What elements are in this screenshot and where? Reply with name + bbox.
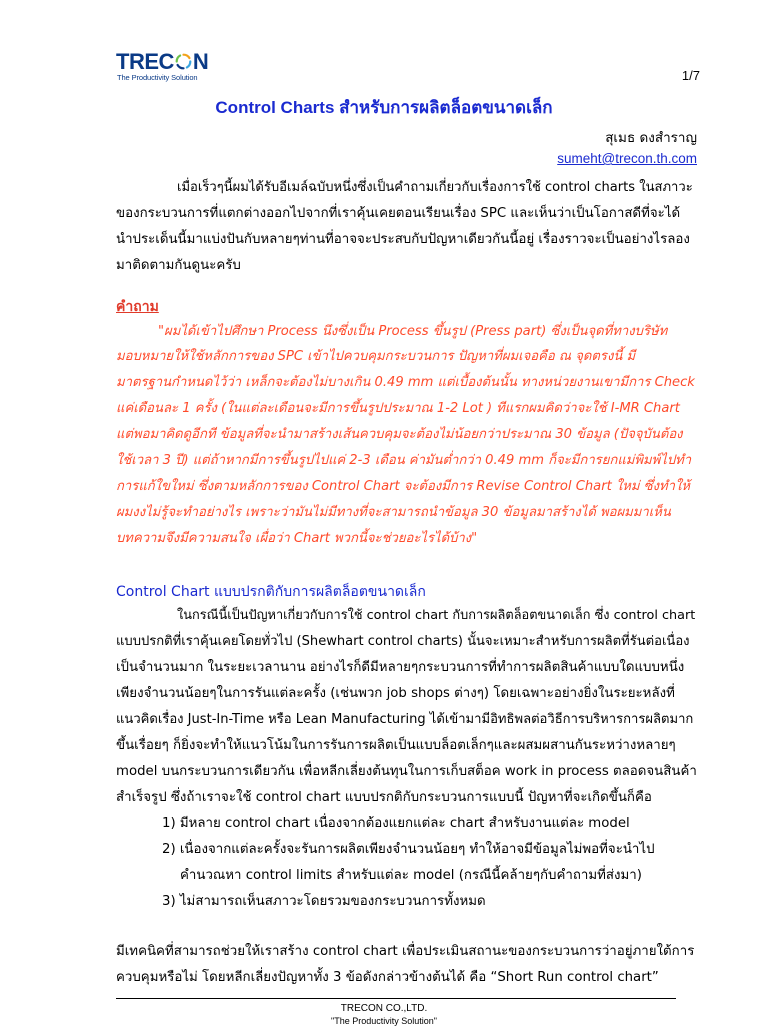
- question-line: มอบหมายให้ใช้หลักการของ SPC เข้าไปควบคุมกระบวนการ ปัญหาที่ผมเจอคือ ณ จุดตรงนี้ มี: [116, 349, 636, 364]
- section-line: ขึ้นเรื่อยๆ ก็ยิ่งจะทำให้แนวโน้มในการรันการผลิตเป็นแบบล็อตเล็กๆและผสมผสานกันระหว่างหลายๆ: [116, 738, 676, 753]
- section-line: แบบปรกติที่เราคุ้นเคยโดยทั่วไป (Shewhart control charts) นั้นจะเหมาะสำหรับการผลิตที่รันต่อเนื่อง: [116, 634, 690, 649]
- list-item-continuation: คำนวณหา control limits สำหรับแต่ละ model (กรณีนี้คล้ายๆกับคำถามที่ส่งมา): [180, 868, 642, 883]
- logo-text-left: TREC: [116, 49, 174, 74]
- footer-tagline: "The Productivity Solution": [331, 1016, 437, 1026]
- list-item: 2) เนื่องจากแต่ละครั้งจะรันการผลิตเพียงจำนวนน้อยๆ ทำให้อาจมีข้อมูลไม่พอที่จะนำไป: [162, 842, 655, 857]
- logo-tagline: The Productivity Solution: [117, 73, 198, 82]
- section-line: model บนกระบวนการเดียวกัน เพื่อหลีกเลี่ยงต้นทุนในการเก็บสต็อค work in process ตลอดจนสินค้า: [116, 764, 697, 779]
- question-line: มาตรฐานกำหนดไว้ว่า เหล็กจะต้องไม่บางเกิน 0.49 mm แต่เบื้องต้นนั้น ทางหน่วยงานเขามีการ Check: [116, 375, 695, 390]
- question-line: "ผมได้เข้าไปศึกษา Process นึงซึ่งเป็น Process ขึ้นรูป (Press part) ซึ่งเป็นจุดที่ทางบริษัท: [158, 324, 668, 339]
- logo-ring-icon: [175, 53, 192, 70]
- section-line: เป็นจำนวนมาก ในระยะเวลานาน อย่างไรก็ดีมีหลายๆกระบวนการที่ทำการผลิตสินค้าแบบใดแบบหนึ่ง: [116, 660, 685, 675]
- intro-line: มาติดตามกันดูนะครับ: [116, 258, 241, 273]
- intro-line: ของกระบวนการที่แตกต่างออกไปจากที่เราคุ้นเคยตอนเรียนเรื่อง SPC และเห็นว่าเป็นโอกาสดีที่จะได้: [116, 206, 681, 221]
- section-line: สำเร็จรูป ซึ่งถ้าเราจะใช้ control chart แบบปรกติกับกระบวนการแบบนี้ ปัญหาที่จะเกิดขึ้นก็คือ: [116, 790, 652, 805]
- question-line: บทความจึงมีความสนใจ เผื่อว่า Chart พวกนี้จะช่วยอะไรได้บ้าง": [116, 531, 478, 546]
- list-item: 1) มีหลาย control chart เนื่องจากต้องแยกแต่ละ chart สำหรับงานแต่ละ model: [162, 816, 630, 831]
- section-line: เพียงจำนวนน้อยๆในการรันแต่ละครั้ง (เช่นพวก job shops ต่างๆ) โดยเฉพาะอย่างยิ่งในระยะหลังที่: [116, 686, 675, 701]
- closing-line: ควบคุมหรือไม่ โดยหลีกเลี่ยงปัญหาทั้ง 3 ข้อดังกล่าวข้างต้นได้ คือ “Short Run control chart”: [116, 970, 659, 985]
- question-line: ผมงงไม่รู้จะทำอย่างไร เพราะว่ามันไม่มีทางที่จะสามารถนำข้อมูล 30 ข้อมูลมาสร้างได้ พอผมมาเห็น: [116, 505, 671, 520]
- intro-line: นำประเด็นนี้มาแบ่งปันกับหลายๆท่านที่อาจจะประสบกับปัญหาเดียวกันนี้อยู่ เรื่องราวจะเป็นอย่างไรลอง: [116, 232, 690, 247]
- intro-line: เมื่อเร็วๆนี้ผมได้รับอีเมล์ฉบับหนึ่งซึ่งเป็นคำถามเกี่ยวกับเรื่องการใช้ control charts ในสภาวะ: [177, 180, 693, 195]
- closing-line: มีเทคนิคที่สามารถช่วยให้เราสร้าง control chart เพื่อประเมินสถานะของกระบวนการว่าอยู่ภายใต้การ: [116, 944, 695, 959]
- page-number: 1/7: [681, 68, 700, 83]
- question-line: แต่พอมาคิดดูอีกที ข้อมูลที่จะนำมาสร้างเส้นควบคุมจะต้องไม่น้อยกว่าประมาณ 30 ข้อมูล (ปัจจุบันต้อง: [116, 427, 683, 442]
- question-line: ใช้เวลา 3 ปี) แต่ถ้าหากมีการขึ้นรูปไปแค่ 2-3 เดือน ค่ามันต่ำกว่า 0.49 mm ก็จะมีการยกแม่พิมพ์ไปทำ: [116, 453, 692, 468]
- section-line: แนวคิดเรื่อง Just-In-Time หรือ Lean Manufacturing ได้เข้ามามีอิทธิพลต่อวิธีการบริหารการผลิตมาก: [116, 712, 694, 727]
- question-line: แค่เดือนละ 1 ครั้ง (ในแต่ละเดือนจะมีการขึ้นรูปประมาณ 1-2 Lot ) ทีแรกผมคิดว่าจะใช้ I-MR Chart: [116, 401, 680, 416]
- document-title: Control Charts สำหรับการผลิตล็อตขนาดเล็ก: [215, 98, 553, 117]
- list-item: 3) ไม่สามารถเห็นสภาวะโดยรวมของกระบวนการทั้งหมด: [162, 894, 486, 909]
- author-name: สุเมธ ดงสำราญ: [605, 130, 697, 146]
- logo-text-right: N: [192, 49, 209, 74]
- question-heading: คำถาม: [116, 299, 159, 315]
- section-heading: Control Chart แบบปรกติกับการผลิตล็อตขนาดเล็ก: [116, 584, 426, 600]
- trecon-logo: [116, 50, 226, 82]
- author-email-link[interactable]: sumeht@trecon.th.com: [557, 151, 697, 166]
- question-line: การแก้ใขใหม่ ซึ่งตามหลักการของ Control Chart จะต้องมีการ Revise Control Chart ใหม่ ซึ่งทำให้: [116, 479, 690, 494]
- footer-company: TRECON CO.,LTD.: [340, 1003, 428, 1014]
- section-line: ในกรณีนี้เป็นปัญหาเกี่ยวกับการใช้ control chart กับการผลิตล็อตขนาดเล็ก ซึ่ง control chart: [177, 608, 696, 623]
- footer-divider: [116, 998, 676, 999]
